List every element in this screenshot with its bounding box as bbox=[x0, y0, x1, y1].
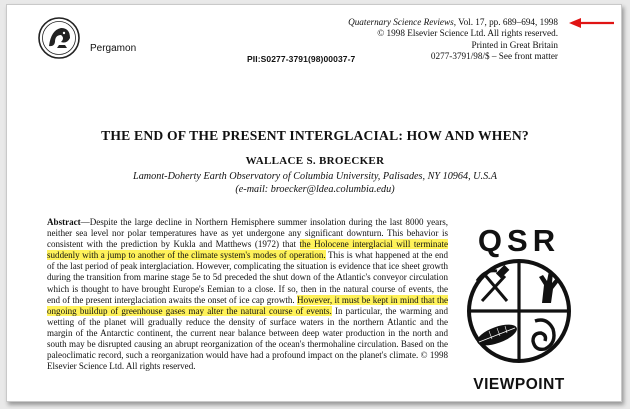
journal-citation bbox=[348, 17, 558, 28]
copyright-line: © 1998 Elsevier Science Ltd. All rights reserved. bbox=[377, 28, 558, 39]
qsr-viewpoint-emblem bbox=[457, 217, 582, 397]
article-title: THE END OF THE PRESENT INTERGLACIAL: HOW AND WHEN? bbox=[101, 128, 529, 143]
highlighted-text-1: the Holocene interglacial will terminate suddenly with a jump to another of the climate system's modes of operation. bbox=[47, 239, 448, 261]
red-arrow-icon bbox=[569, 17, 615, 29]
abstract-label: Abstract bbox=[47, 217, 81, 227]
paper-page bbox=[6, 4, 622, 402]
printed-line: Printed in Great Britain bbox=[471, 39, 558, 50]
shell-icon bbox=[533, 320, 554, 349]
viewpoint-text: VIEWPOINT bbox=[473, 376, 565, 393]
affiliation-text: Lamont-Doherty Earth Observatory of Columbia University, Palisades, NY 10964, U.S.A bbox=[133, 171, 497, 182]
author-email: (e-mail: broecker@ldea.columbia.edu) bbox=[235, 183, 395, 195]
abstract bbox=[47, 217, 448, 372]
abstract-text-2: This is what happened at the end of the last period of peak interglaciation. However, complicating the situation is evidence that ice sheet growth during the transition from marine stage 5e to 5d preceded the shut down of the Atlantic's conveyor circulation which is thought to have brought Europe's Eemian to a close. If so, then in the natural course of events, the end of the present interglaciation awaits the onset of ice cap growth. bbox=[47, 250, 449, 305]
article-author: WALLACE S. BROECKER bbox=[245, 155, 385, 167]
abstract-paragraph bbox=[47, 217, 448, 372]
elsevier-tree-logo bbox=[37, 16, 81, 60]
pii-code: PII:S0277-3791(98)00037-7 bbox=[247, 54, 356, 64]
journal-name: Quaternary Science Reviews bbox=[348, 17, 454, 27]
issn-line: 0277-3791/98/$ – See front matter bbox=[430, 51, 558, 62]
publisher-name: Pergamon bbox=[90, 43, 137, 54]
journal-volume: , Vol. 17, pp. 689–694, 1998 bbox=[453, 17, 558, 27]
highlighted-text-2: However, it must be kept in mind that the ongoing buildup of greenhouse gases may alter the natural course of events. bbox=[47, 294, 448, 316]
qsr-text: QSR bbox=[477, 223, 561, 258]
abstract-text-3: In particular, the warming and wetting of the planet will gradually reduce the density of surface waters in the northern Atlantic and the margin of the Antarctic continent, the current near balance between deep water production in the north and south may be disrupted causing an abrupt reorganization of the ocean's thermohaline circulation. Based on the paleoclimatic record, such a reorganization would have had a profound impact on the planet's climate. © 1998 Elsevier Science Ltd. All rights reserved. bbox=[47, 305, 448, 372]
abstract-text-1: —Despite the large decline in Northern Hemisphere summer insolation during the last 8000 years, neither sea level nor polar temperatures have as yet undergone any significant downturn. This behavior is consistent with the prediction by Kukla and Matthews (1972) that bbox=[47, 217, 448, 250]
journal-info bbox=[348, 17, 558, 63]
author-affiliation bbox=[7, 171, 622, 196]
